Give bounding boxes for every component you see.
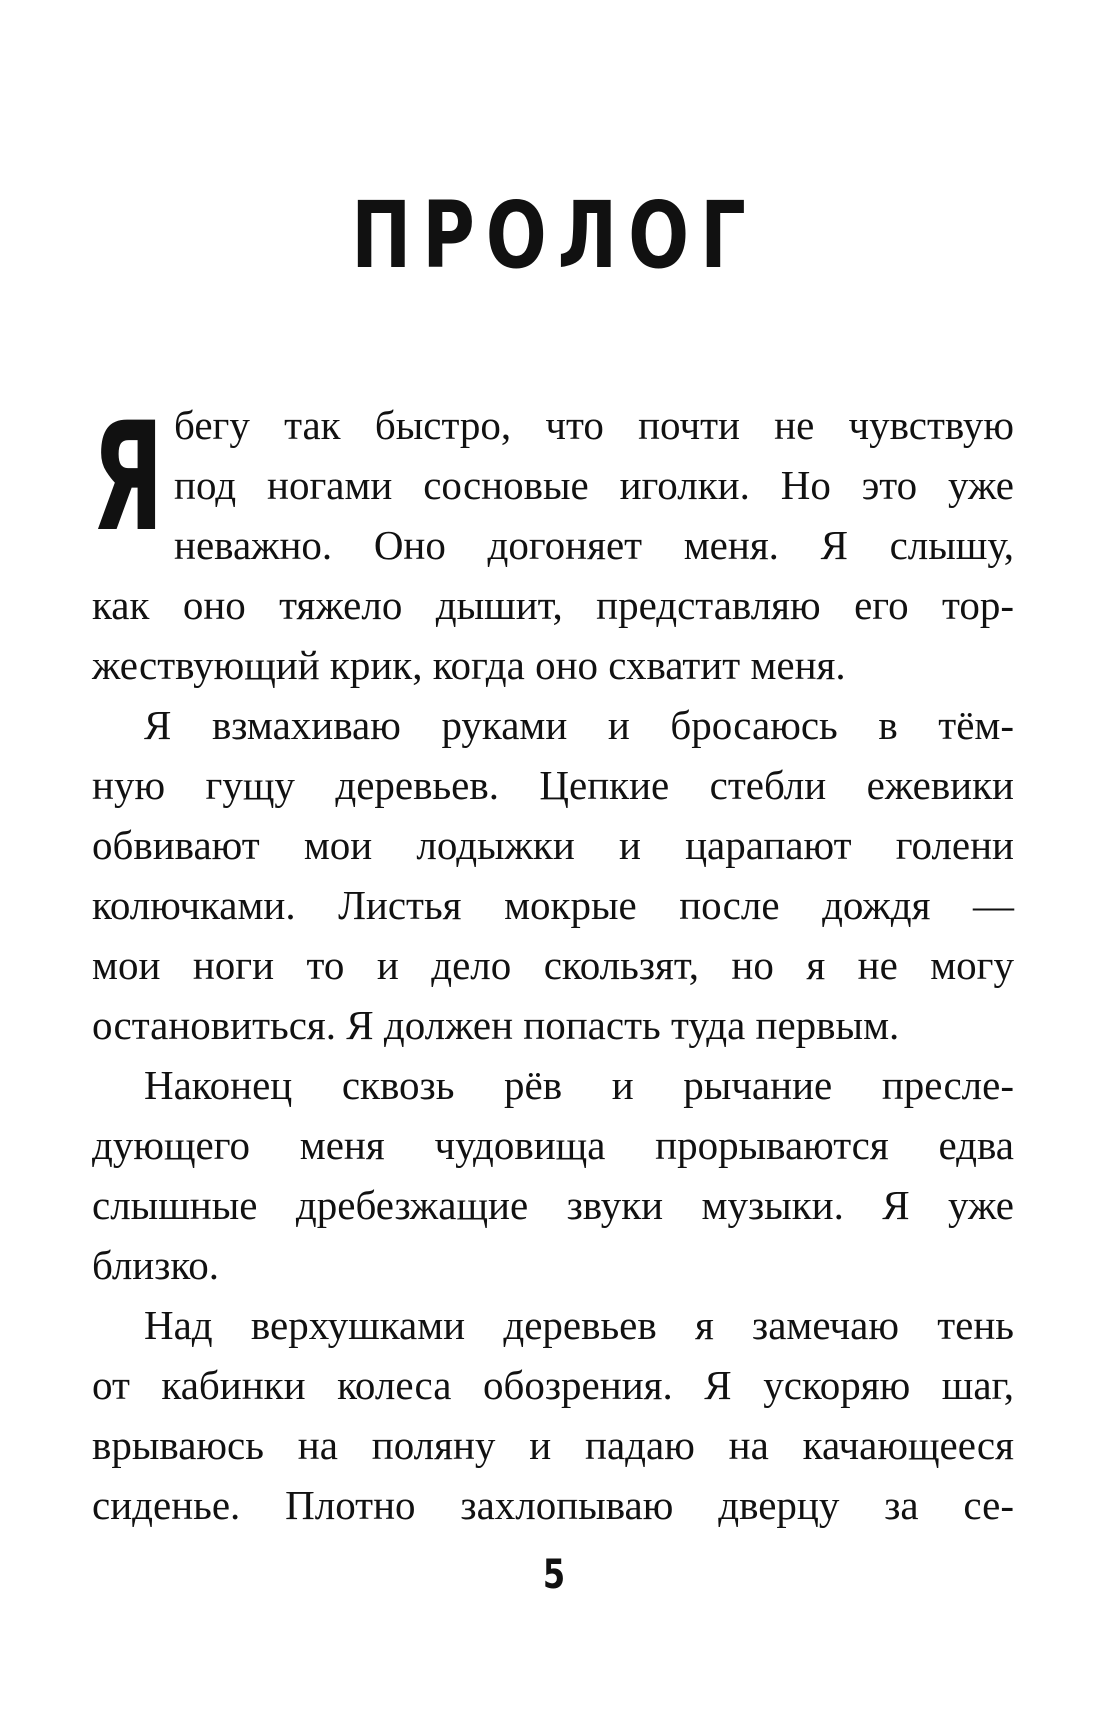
text-line: врываюсь на поляну и падаю на качающееся	[92, 1422, 1014, 1468]
drop-cap: Я	[92, 391, 164, 565]
text-line: бегу так быстро, что почти не чувствую	[174, 402, 1014, 448]
text-line: близко.	[92, 1242, 220, 1288]
text-line: остановиться. Я должен попасть туда первым.	[92, 1002, 900, 1048]
text-line: слышные дребезжащие звуки музыки. Я уже	[92, 1182, 1014, 1228]
text-line: Над верхушками деревьев я замечаю тень	[144, 1302, 1014, 1348]
text-line: ную гущу деревьев. Цепкие стебли ежевики	[92, 762, 1014, 808]
text-line: колючками. Листья мокрые после дождя —	[92, 882, 1014, 928]
paragraph	[92, 1295, 1014, 1535]
body-text	[92, 391, 1014, 1535]
text-line: Я взмахиваю руками и бросаюсь в тём-	[144, 702, 1014, 748]
text-line: мои ноги то и дело скользят, но я не могу	[92, 942, 1014, 988]
text-line: жествующий крик, когда оно схватит меня.	[92, 642, 846, 688]
paragraph	[92, 695, 1014, 1055]
text-line: под ногами сосновые иголки. Но это уже	[174, 462, 1014, 508]
text-line: Наконец сквозь рёв и рычание пресле-	[144, 1062, 1014, 1108]
text-line: как оно тяжело дышит, представляю его тор-	[92, 582, 1014, 628]
paragraph	[92, 391, 1014, 695]
text-line: неважно. Оно догоняет меня. Я слышу,	[174, 522, 1014, 568]
text-line: обвивают мои лодыжки и царапают голени	[92, 822, 1014, 868]
paragraph	[92, 1055, 1014, 1295]
text-line: дующего меня чудовища прорываются едва	[92, 1122, 1014, 1168]
text-line: от кабинки колеса обозрения. Я ускоряю шаг,	[92, 1362, 1014, 1408]
page-number: 5	[542, 1552, 566, 1598]
chapter-title: ПРОЛОГ	[351, 182, 757, 289]
text-line: сиденье. Плотно захлопываю дверцу за се-	[92, 1482, 1014, 1528]
